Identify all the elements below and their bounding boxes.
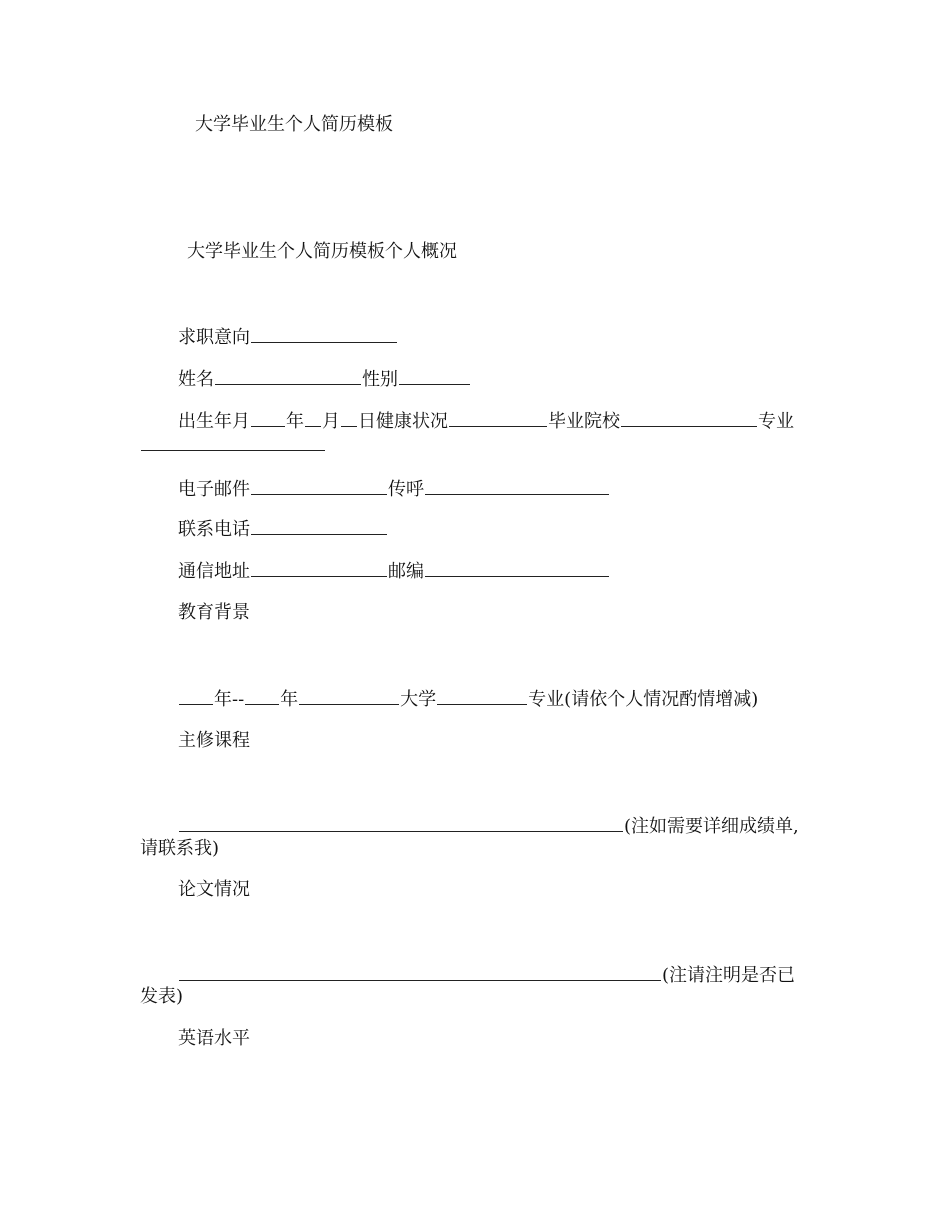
job-intent-blank	[251, 326, 397, 343]
health-blank	[449, 410, 547, 427]
school-blank	[621, 410, 757, 427]
health-label: 日健康状况	[358, 411, 448, 432]
section-heading	[187, 241, 457, 263]
courses-note-part1: (注如需要详细成绩单,	[624, 816, 799, 837]
courses-note-wrap	[140, 838, 219, 860]
birth-year-blank	[251, 410, 285, 427]
major-blank	[141, 434, 325, 451]
name-gender-row	[178, 368, 471, 391]
courses-heading	[178, 730, 250, 752]
job-intent-label: 求职意向	[178, 327, 250, 348]
courses-row	[178, 815, 799, 838]
gender-blank	[399, 368, 470, 385]
postcode-label: 邮编	[388, 561, 424, 582]
email-blank	[251, 478, 387, 495]
major-label: 专业	[758, 411, 794, 432]
education-heading	[178, 602, 250, 624]
document-title	[195, 114, 393, 136]
year-label: 年	[286, 411, 304, 432]
email-pager-row	[178, 478, 610, 501]
name-blank	[215, 368, 361, 385]
education-row	[178, 688, 758, 711]
education-heading-text: 教育背景	[178, 602, 250, 623]
school-label: 毕业院校	[548, 411, 620, 432]
birth-day-blank	[341, 410, 357, 427]
edu-end-year-label: 年	[280, 689, 299, 710]
edu-major-blank	[437, 688, 527, 705]
courses-note-part2: 请联系我)	[140, 838, 220, 859]
birth-label: 出生年月	[178, 411, 250, 432]
postcode-blank	[425, 560, 609, 577]
courses-heading-text: 主修课程	[178, 730, 250, 751]
section-heading-text: 大学毕业生个人简历模板个人概况	[187, 241, 457, 262]
english-heading	[178, 1028, 250, 1050]
major-blank-row	[140, 434, 326, 457]
address-blank	[251, 560, 387, 577]
phone-row	[178, 518, 388, 541]
title-text: 大学毕业生个人简历模板	[195, 114, 393, 135]
edu-start-year-blank	[179, 688, 213, 705]
thesis-blank	[179, 964, 661, 981]
job-intent-row	[178, 326, 398, 349]
address-row	[178, 560, 610, 583]
phone-blank	[251, 518, 387, 535]
month-label: 月	[322, 411, 340, 432]
phone-label: 联系电话	[178, 519, 250, 540]
pager-label: 传呼	[388, 479, 424, 500]
edu-end-year-blank	[245, 688, 279, 705]
pager-blank	[425, 478, 609, 495]
birth-row	[178, 410, 794, 433]
thesis-heading	[178, 879, 250, 901]
courses-blank	[179, 815, 623, 832]
thesis-note-part2: 发表)	[140, 986, 184, 1007]
thesis-heading-text: 论文情况	[178, 879, 250, 900]
thesis-row	[178, 964, 795, 987]
english-heading-text: 英语水平	[178, 1028, 250, 1049]
university-blank	[299, 688, 399, 705]
gender-label: 性别	[362, 369, 398, 390]
email-label: 电子邮件	[178, 479, 250, 500]
birth-month-blank	[305, 410, 321, 427]
edu-major-note: 专业(请依个人情况酌情增减)	[528, 689, 759, 710]
edu-start-year-label: 年--	[214, 689, 245, 710]
university-label: 大学	[400, 689, 437, 710]
name-label: 姓名	[178, 369, 214, 390]
thesis-note-wrap	[140, 986, 183, 1008]
address-label: 通信地址	[178, 561, 250, 582]
thesis-note-part1: (注请注明是否已	[662, 965, 796, 986]
